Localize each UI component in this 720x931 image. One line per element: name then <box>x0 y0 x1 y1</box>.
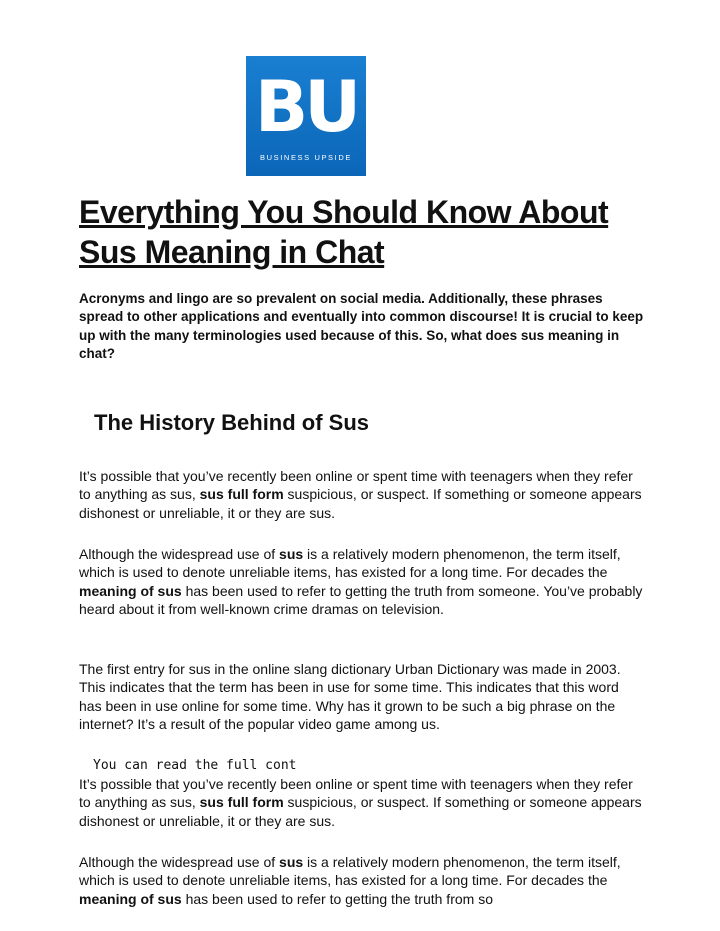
p1-text-a: It’s possible that you’ve recently been online or spent time with teenagers when they refer to anything as sus, <box>79 468 633 503</box>
paragraph-3: The first entry for sus in the online slang dictionary Urban Dictionary was made in 2003. This indicates that the term has been in use for some time. This indicates that this word has been in use online for some time. Why has it grown to be such a big phrase on the internet? It’s a result of the popular video game among us. <box>79 661 621 732</box>
p2-bold-sus: sus <box>279 546 304 562</box>
paragraph-1 <box>79 467 644 522</box>
p1-bold-sus-full-form: sus full form <box>199 486 284 503</box>
p5-text-c: is a relatively modern phenomenon, the term itself, which is used to denote unreliable items, has existed for a long time. For decades the <box>79 854 621 889</box>
intro-paragraph: Acronyms and lingo are so prevalent on social media. Additionally, these phrases spread to other applications and eventually into common discourse! It is crucial to keep up with the many terminologies used because of this. So, what does sus meaning in chat? <box>79 291 644 361</box>
p5-bold-sus: sus <box>279 854 304 870</box>
p4-bold-sus-full-form: sus full form <box>199 794 284 811</box>
logo-mark: BU <box>254 66 358 148</box>
p5-bold-meaning-of-sus: meaning of sus <box>79 890 182 907</box>
p2-text-e: has been used to refer to getting the truth from someone. You’ve probably heard about it from well-known crime dramas on television. <box>79 582 643 617</box>
p4-text-c: suspicious, or suspect. If something or someone appears dishonest or unreliable, it or they are sus. <box>79 794 642 829</box>
p5-text-e: has been used to refer to getting the truth from so <box>181 890 493 907</box>
paragraph-4 <box>79 775 644 830</box>
paragraph-5 <box>79 853 644 908</box>
p2-bold-meaning-of-sus: meaning of sus <box>79 582 182 599</box>
p4-text-a: It’s possible that you’ve recently been online or spent time with teenagers when they refer to anything as sus, <box>79 776 633 811</box>
p1-text-c: suspicious, or suspect. If something or someone appears dishonest or unreliable, it or they are sus. <box>79 486 642 521</box>
section-heading: The History Behind of Sus <box>94 410 370 435</box>
paragraph-2 <box>79 545 644 618</box>
p2-text-a: Although the widespread use of <box>79 546 280 562</box>
p5-text-a: Although the widespread use of <box>79 854 280 870</box>
business-upside-logo <box>246 56 366 176</box>
article-title[interactable]: Everything You Should Know About Sus Meaning in Chat <box>79 194 609 270</box>
p2-text-c: is a relatively modern phenomenon, the term itself, which is used to denote unreliable items, has existed for a long time. For decades the <box>79 546 621 581</box>
read-more-note: You can read the full cont <box>93 758 297 773</box>
logo-subtitle: BUSINESS UPSIDE <box>260 153 352 162</box>
